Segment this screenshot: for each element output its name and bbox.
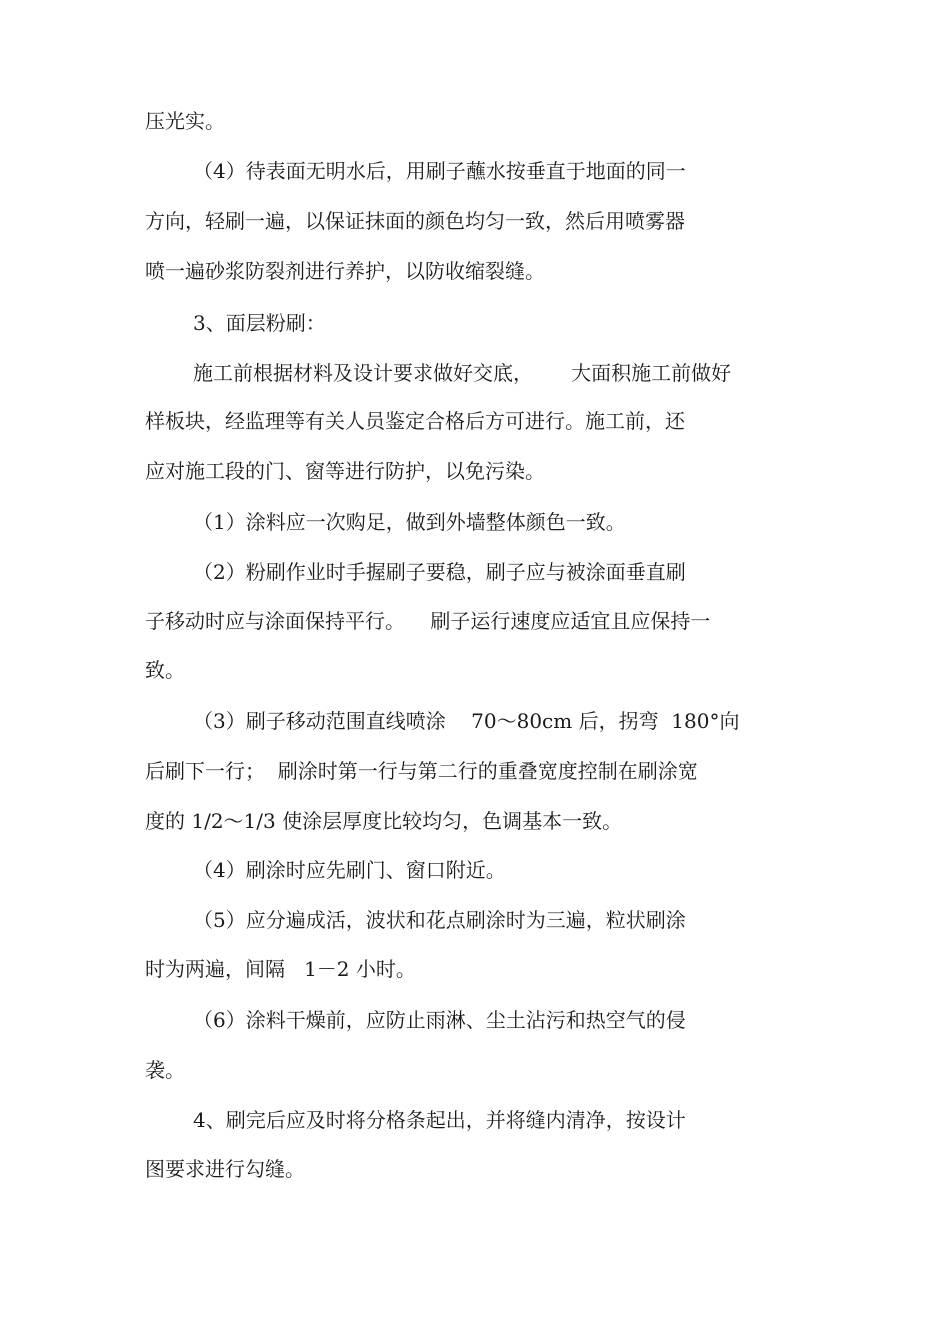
text-line: （2）粉刷作业时手握刷子要稳，刷子应与被涂面垂直刷 bbox=[193, 560, 686, 584]
text-line: （5）应分遍成活，波状和花点刷涂时为三遍，粒状刷涂 bbox=[193, 908, 686, 932]
text-line: 时为两遍，间隔 1－2 小时。 bbox=[145, 957, 416, 981]
text-line: 施工前根据材料及设计要求做好交底， 大面积施工前做好 bbox=[193, 361, 732, 385]
text-line: 样板块，经监理等有关人员鉴定合格后方可进行。施工前，还 bbox=[145, 409, 685, 433]
text-line: （3）刷子移动范围直线喷涂 70～80cm 后，拐弯 180°向 bbox=[193, 709, 740, 733]
text-line: （4）待表面无明水后，用刷子蘸水按垂直于地面的同一 bbox=[193, 159, 686, 183]
text-line: 应对施工段的门、窗等进行防护，以免污染。 bbox=[145, 459, 545, 483]
text-line: 子移动时应与涂面保持平行。 刷子运行速度应适宜且应保持一 bbox=[145, 609, 711, 633]
text-line: 后刷下一行； 刷涂时第一行与第二行的重叠宽度控制在刷涂宽 bbox=[145, 759, 698, 783]
text-line: 度的 1/2～1/3 使涂层厚度比较均匀，色调基本一致。 bbox=[145, 809, 623, 833]
text-line: （6）涂料干燥前，应防止雨淋、尘土沾污和热空气的侵 bbox=[193, 1008, 686, 1032]
text-line: 图要求进行勾缝。 bbox=[145, 1157, 305, 1181]
text-line: 方向，轻刷一遍，以保证抹面的颜色均匀一致，然后用喷雾器 bbox=[145, 209, 685, 233]
text-line: 压光实。 bbox=[145, 109, 225, 133]
text-line: 袭。 bbox=[145, 1058, 185, 1082]
section-heading: 3、面层粉刷： bbox=[193, 311, 326, 335]
text-line: （4）刷涂时应先刷门、窗口附近。 bbox=[193, 858, 506, 882]
section-heading: 4、刷完后应及时将分格条起出，并将缝内清净，按设计 bbox=[193, 1108, 686, 1132]
text-line: 喷一遍砂浆防裂剂进行养护，以防收缩裂缝。 bbox=[145, 259, 545, 283]
text-line: 致。 bbox=[145, 658, 185, 682]
text-line: （1）涂料应一次购足，做到外墙整体颜色一致。 bbox=[193, 510, 626, 534]
